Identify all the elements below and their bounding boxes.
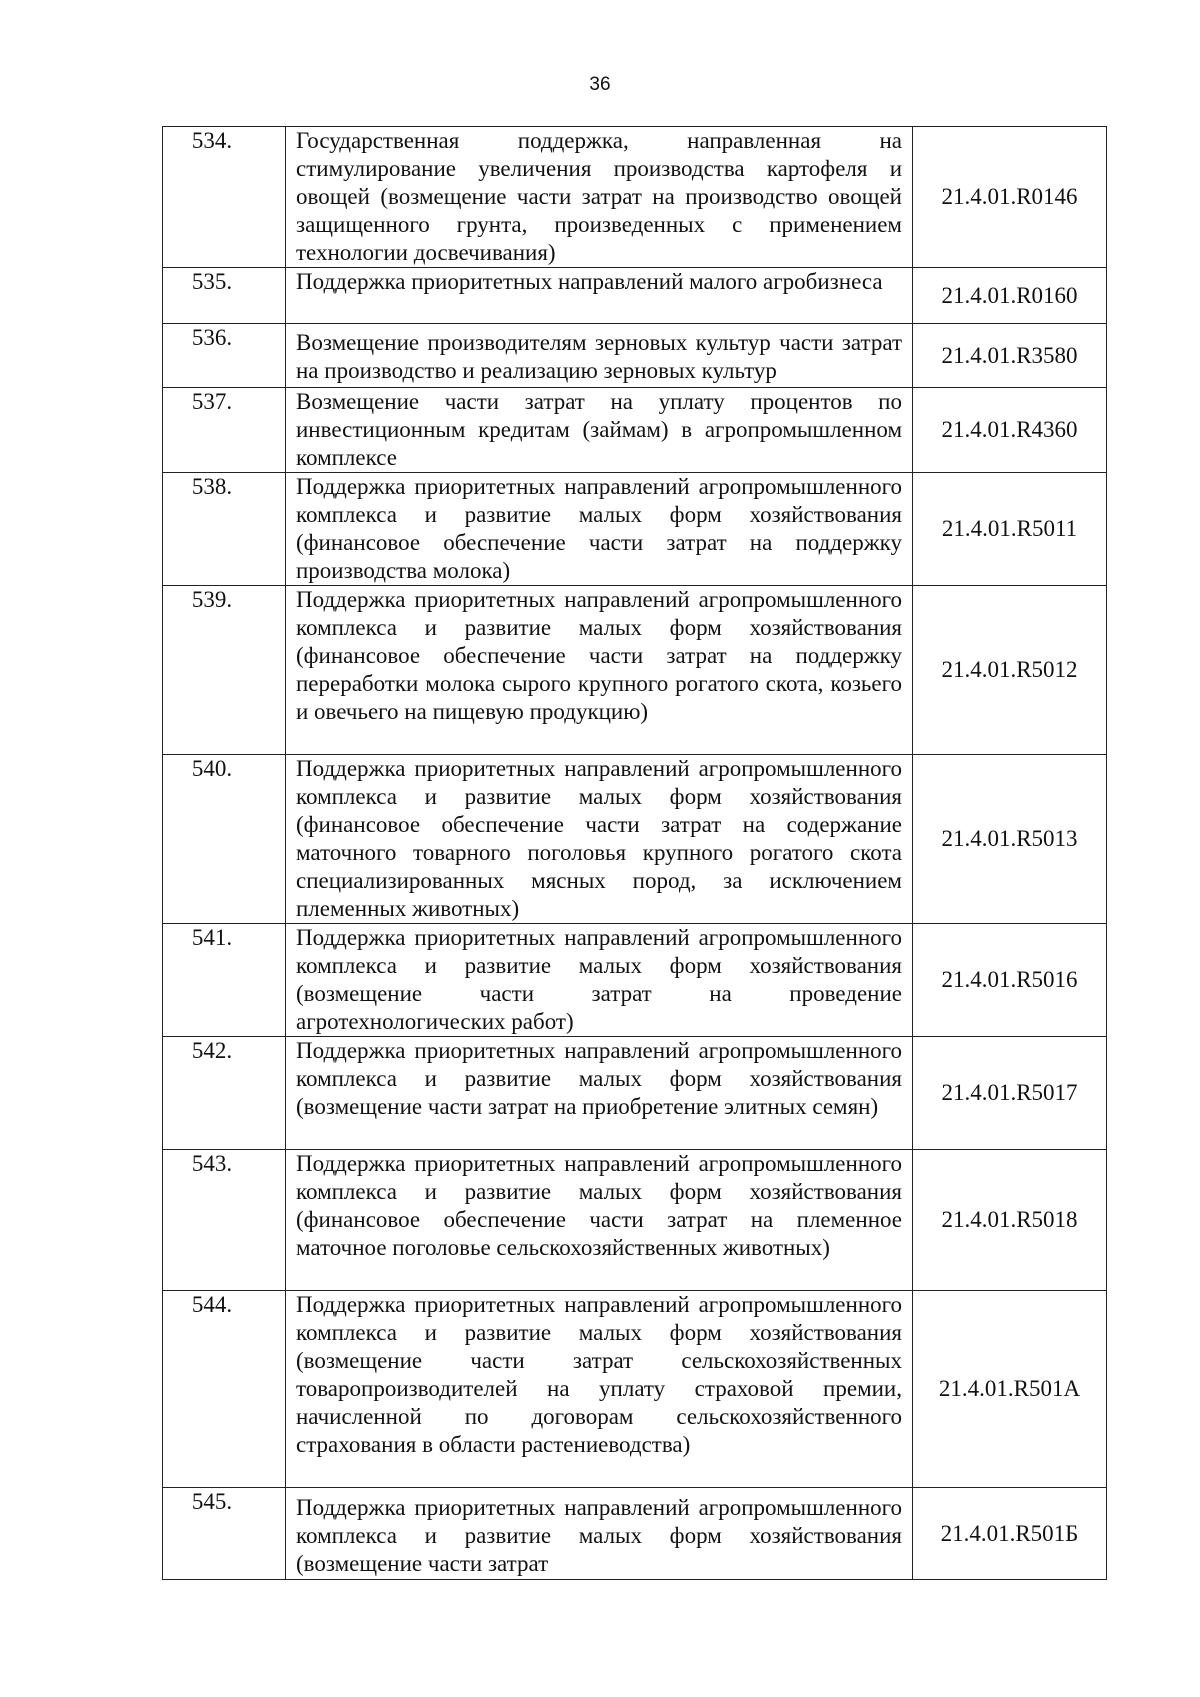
row-description: Поддержка приоритетных направлений агропромышленного комплекса и развитие малых форм хозяйствования (финансовое обеспечение части затрат на поддержку переработки молока сырого крупного рогатого скота, козьего и овечьего на пищевую продукцию) bbox=[286, 586, 913, 755]
row-description: Поддержка приоритетных направлений агропромышленного комплекса и развитие малых форм хозяйствования (возмещение части затрат сельскохозяйственных товаропроизводителей на уплату страховой премии, начисленной по договорам сельскохозяйственного страхования в области растениеводства) bbox=[286, 1291, 913, 1488]
row-number: 538. bbox=[163, 473, 286, 586]
row-code: 21.4.01.R501A bbox=[913, 1291, 1107, 1488]
table-row bbox=[163, 1150, 1107, 1291]
table-row bbox=[163, 1488, 1107, 1580]
row-code: 21.4.01.R5018 bbox=[913, 1150, 1107, 1291]
row-description: Поддержка приоритетных направлений малого агробизнеса bbox=[286, 268, 913, 324]
row-description: Поддержка приоритетных направлений агропромышленного комплекса и развитие малых форм хозяйствования (возмещение части затрат на проведение агротехнологических работ) bbox=[286, 924, 913, 1037]
table-row bbox=[163, 127, 1107, 268]
budget-code-table bbox=[162, 126, 1107, 1580]
row-code: 21.4.01.R3580 bbox=[913, 324, 1107, 388]
row-description: Государственная поддержка, направленная на стимулирование увеличения производства картофеля и овощей (возмещение части затрат на производство овощей защищенного грунта, произведенных с применением технологии досвечивания) bbox=[286, 127, 913, 268]
row-code: 21.4.01.R5012 bbox=[913, 586, 1107, 755]
table-row bbox=[163, 1037, 1107, 1150]
page-number: 36 bbox=[589, 74, 611, 95]
row-code: 21.4.01.R5017 bbox=[913, 1037, 1107, 1150]
table-row bbox=[163, 1291, 1107, 1488]
row-number: 542. bbox=[163, 1037, 286, 1150]
row-number: 534. bbox=[163, 127, 286, 268]
row-number: 543. bbox=[163, 1150, 286, 1291]
table-row bbox=[163, 268, 1107, 324]
table-row bbox=[163, 755, 1107, 924]
row-number: 541. bbox=[163, 924, 286, 1037]
row-number: 536. bbox=[163, 324, 286, 388]
row-code: 21.4.01.R5013 bbox=[913, 755, 1107, 924]
row-code: 21.4.01.R501Б bbox=[913, 1488, 1107, 1580]
row-description: Поддержка приоритетных направлений агропромышленного комплекса и развитие малых форм хозяйствования (финансовое обеспечение части затрат на племенное маточное поголовье сельскохозяйственных животных) bbox=[286, 1150, 913, 1291]
row-code: 21.4.01.R5016 bbox=[913, 924, 1107, 1037]
table-row bbox=[163, 324, 1107, 388]
table-row bbox=[163, 473, 1107, 586]
row-description: Поддержка приоритетных направлений агропромышленного комплекса и развитие малых форм хозяйствования (возмещение части затрат bbox=[286, 1488, 913, 1580]
row-code: 21.4.01.R4360 bbox=[913, 388, 1107, 473]
row-code: 21.4.01.R5011 bbox=[913, 473, 1107, 586]
row-number: 537. bbox=[163, 388, 286, 473]
row-description: Поддержка приоритетных направлений агропромышленного комплекса и развитие малых форм хозяйствования (финансовое обеспечение части затрат на содержание маточного товарного поголовья крупного рогатого скота специализированных мясных пород, за исключением племенных животных) bbox=[286, 755, 913, 924]
row-description: Возмещение производителям зерновых культур части затрат на производство и реализацию зерновых культур bbox=[286, 324, 913, 388]
row-number: 544. bbox=[163, 1291, 286, 1488]
row-description: Поддержка приоритетных направлений агропромышленного комплекса и развитие малых форм хозяйствования (финансовое обеспечение части затрат на поддержку производства молока) bbox=[286, 473, 913, 586]
row-code: 21.4.01.R0160 bbox=[913, 268, 1107, 324]
table-row bbox=[163, 924, 1107, 1037]
row-description: Поддержка приоритетных направлений агропромышленного комплекса и развитие малых форм хозяйствования (возмещение части затрат на приобретение элитных семян) bbox=[286, 1037, 913, 1150]
row-code: 21.4.01.R0146 bbox=[913, 127, 1107, 268]
row-number: 539. bbox=[163, 586, 286, 755]
row-number: 535. bbox=[163, 268, 286, 324]
row-number: 545. bbox=[163, 1488, 286, 1580]
row-description: Возмещение части затрат на уплату процентов по инвестиционным кредитам (займам) в агропромышленном комплексе bbox=[286, 388, 913, 473]
table-row bbox=[163, 388, 1107, 473]
row-number: 540. bbox=[163, 755, 286, 924]
table-row bbox=[163, 586, 1107, 755]
